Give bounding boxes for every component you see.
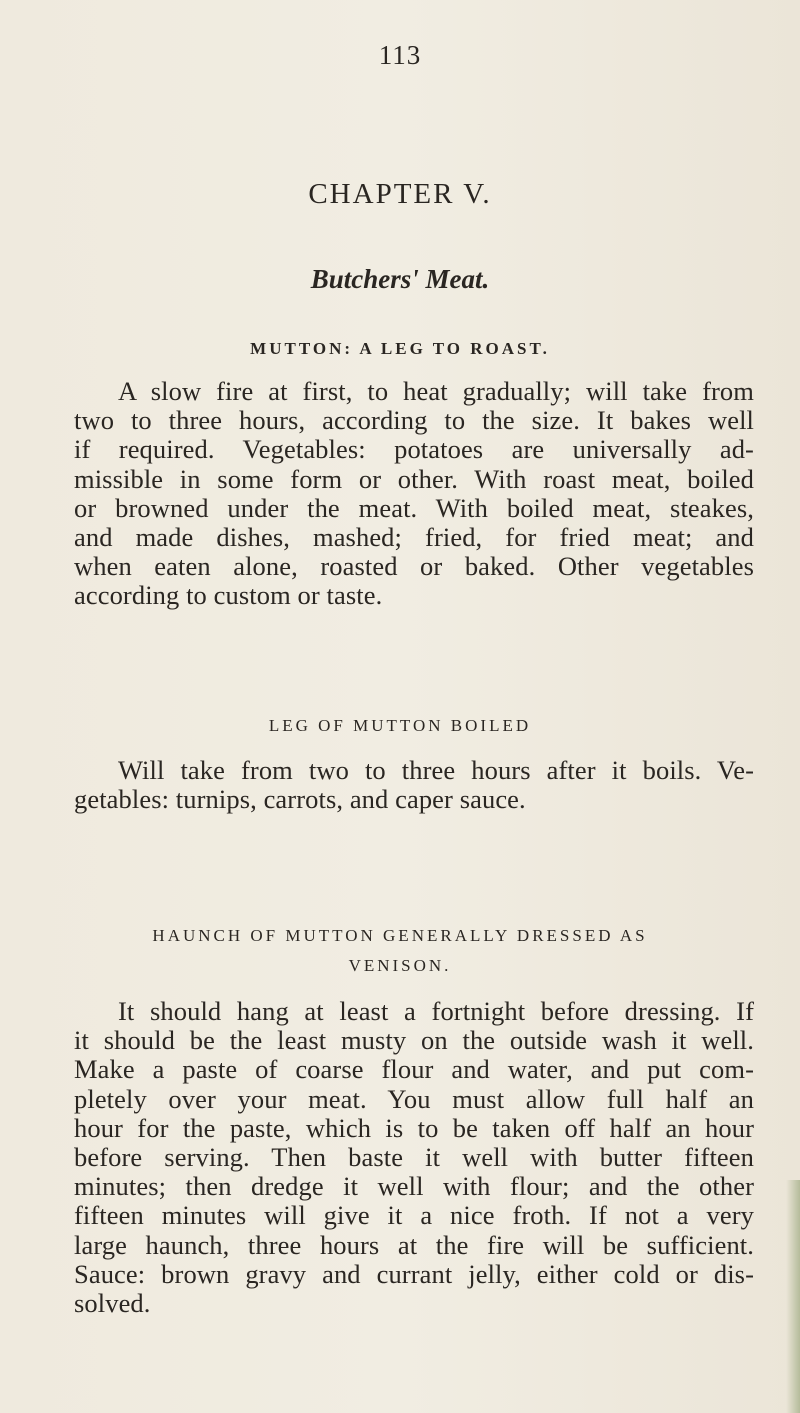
text-line: missible in some form or other. With roast meat, boiled [74, 463, 754, 494]
text-line: if required. Vegetables: potatoes are universally ad- [74, 434, 754, 465]
text-line: or browned under the meat. With boiled meat, steakes, [74, 492, 754, 523]
recipe-heading-leg-boiled: LEG OF MUTTON BOILED [268, 716, 532, 735]
text-line: two to three hours, according to the size. It bakes well [74, 405, 754, 436]
text-line: before serving. Then baste it well with butter fifteen [74, 1142, 754, 1173]
recipe-text-leg-roast [74, 377, 754, 611]
recipe-text-haunch [74, 997, 754, 1318]
page-edge-stain [786, 1180, 800, 1413]
text-line: according to custom or taste. [74, 580, 383, 611]
text-line: getables: turnips, carrots, and caper sauce. [74, 784, 526, 815]
text-line: It should hang at least a fortnight before dressing. If [118, 996, 754, 1026]
text-line: Will take from two to three hours after it boils. Ve- [118, 755, 754, 785]
text-line: when eaten alone, roasted or baked. Other vegetables [74, 551, 754, 582]
text-line: hour for the paste, which is to be taken off half an hour [74, 1112, 754, 1143]
text-line: pletely over your meat. You must allow full half an [74, 1083, 754, 1114]
text-line: Sauce: brown gravy and currant jelly, either cold or dis- [74, 1258, 754, 1289]
chapter-title: CHAPTER V. [308, 178, 492, 210]
text-line: it should be the least musty on the outside wash it well. [74, 1025, 754, 1056]
section-title: Butchers' Meat. [310, 264, 490, 294]
recipe-text-leg-boiled [74, 756, 754, 814]
recipe-heading-haunch: HAUNCH OF MUTTON GENERALLY DRESSED AS [152, 926, 648, 945]
text-line: fifteen minutes will give it a nice froth. If not a very [74, 1200, 754, 1231]
text-line: and made dishes, mashed; fried, for fried meat; and [74, 522, 754, 553]
recipe-heading-haunch-cont: VENISON. [348, 956, 452, 975]
text-line: A slow fire at first, to heat gradually; will take from [118, 376, 754, 406]
text-line: Make a paste of coarse flour and water, and put com- [74, 1054, 754, 1085]
text-line: large haunch, three hours at the fire will be sufficient. [74, 1229, 754, 1260]
text-line: solved. [74, 1288, 151, 1319]
recipe-heading-leg-roast: MUTTON: A LEG TO ROAST. [250, 339, 550, 358]
page-number: 113 [378, 40, 422, 70]
text-line: minutes; then dredge it well with flour; and the other [74, 1171, 754, 1202]
